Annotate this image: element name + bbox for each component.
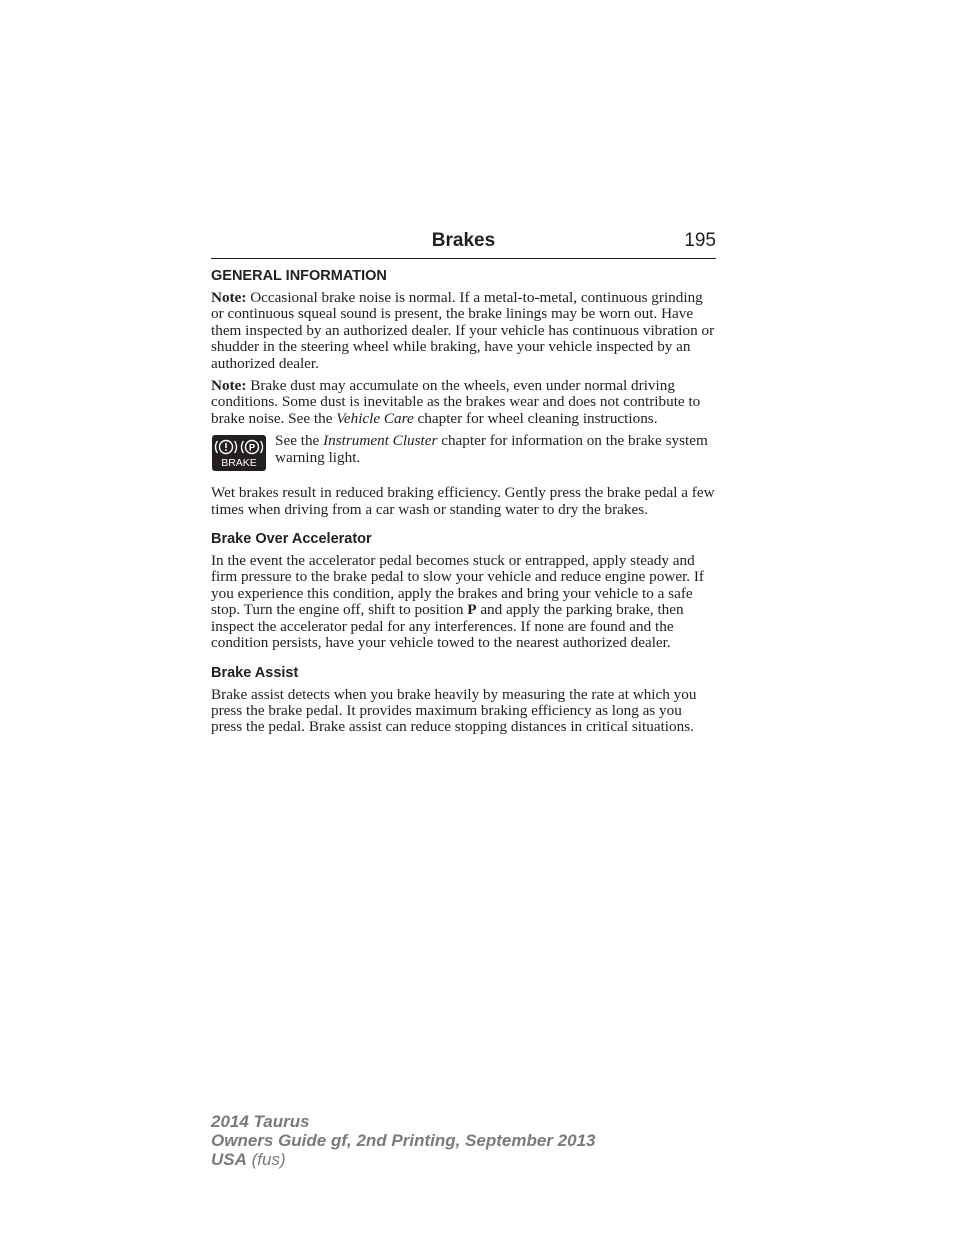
paragraph-text: and apply the parking brake, then inspect the accelerator pedal for any interferences. If none are found and the condition persists, have your vehicle towed to the nearest authorized dealer.: [211, 601, 684, 652]
chapter-title: Brakes: [431, 230, 496, 251]
footer-market: [211, 1150, 595, 1169]
page-number: 195: [684, 230, 716, 251]
brake-assist-paragraph: Brake assist detects when you brake heavily by measuring the rate at which you press the brake pedal. It provides maximum braking efficiency as long as you press the pedal. Brake assist can reduce stopping distances in critical situations.: [211, 685, 697, 736]
note-label: Note:: [211, 289, 247, 306]
note-text: Brake dust may accumulate on the wheels, even under normal driving conditions. Some dust is inevitable as the brakes wear and does not contribute to brake noise. See the: [211, 377, 701, 427]
page-footer: [211, 1112, 595, 1169]
gear-position: P: [467, 601, 477, 619]
chapter-reference: Instrument Cluster: [323, 432, 438, 450]
page-content: [211, 228, 716, 742]
section-title: GENERAL INFORMATION: [211, 268, 387, 284]
brake-warning-text: [275, 433, 716, 466]
warning-text: chapter for information on the brake system warning light.: [275, 432, 708, 466]
paragraph-text: In the event the accelerator pedal becomes stuck or entrapped, apply steady and firm pressure to the brake pedal to slow your vehicle and reduce engine power. If you experience this condition, apply the brakes and bring your vehicle to a safe stop. Turn the engine off, shift to position: [211, 552, 704, 619]
footer-country: USA: [211, 1150, 247, 1169]
chapter-reference: Vehicle Care: [336, 409, 414, 427]
footer-model: 2014 Taurus: [211, 1112, 310, 1131]
page-header: [211, 228, 716, 259]
note-brake-noise: [211, 290, 716, 372]
brake-icon-label: BRAKE: [221, 457, 257, 470]
footer-code: (fus): [246, 1150, 286, 1169]
note-text: Occasional brake noise is normal. If a metal-to-metal, continuous grinding or continuous squeal sound is present, the brake linings may be worn out. Have them inspected by an authorized dealer. If your vehicle has continuous vibration or shudder in the steering wheel while braking, have your vehicle inspected by an authorized dealer.: [211, 289, 715, 372]
note-text: chapter for wheel cleaning instructions.: [413, 409, 658, 427]
footer-edition: Owners Guide gf, 2nd Printing, September 2013: [211, 1131, 596, 1150]
subsection-title-brake-over-accelerator: Brake Over Accelerator: [211, 531, 372, 548]
brake-over-accelerator-paragraph: [211, 553, 716, 651]
wet-brakes-paragraph: Wet brakes result in reduced braking efficiency. Gently press the brake pedal a few times when driving from a car wash or standing water to dry the brakes.: [211, 484, 715, 518]
warning-text: See the: [275, 432, 324, 450]
brake-warning-icon: [212, 435, 266, 471]
brake-warning-row: [211, 433, 716, 471]
subsection-title-brake-assist: Brake Assist: [211, 664, 299, 681]
svg-text:P: P: [248, 442, 256, 454]
note-label: Note:: [211, 377, 247, 395]
note-brake-dust: [211, 378, 716, 427]
